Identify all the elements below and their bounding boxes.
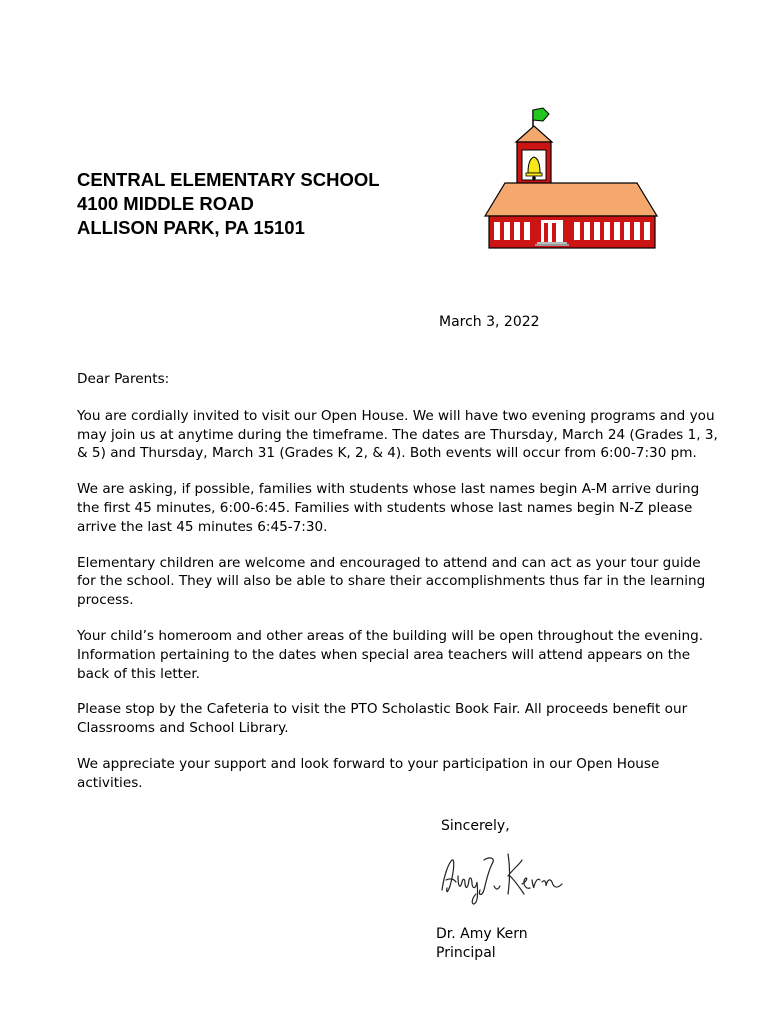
paragraph-open-house-invite: You are cordially invited to visit our Open House. We will have two evening programs and you may join us at anytime during the timeframe. The dates are Thursday, March 24 (Grades 1, 3, & 5) and Thursday, March 31 (Grades K, 2, & 4). Both events will occur from 6:00-7:30 pm.: [77, 407, 718, 462]
letter-date: March 3, 2022: [439, 314, 540, 330]
paragraph-appreciation: We appreciate your support and look forward to your participation in our Open House activities.: [77, 755, 660, 791]
school-address-line2: ALLISON PARK, PA 15101: [77, 217, 305, 238]
signer-block: [436, 925, 528, 963]
school-address-line1: 4100 MIDDLE ROAD: [77, 193, 254, 214]
paragraph-arrival-times: We are asking, if possible, families with students whose last names begin A-M arrive during the first 45 minutes, 6:00-6:45. Families with students whose last names begin N-Z please arrive the last 45 minutes 6:45-7:30.: [77, 481, 700, 535]
paragraph-book-fair: Please stop by the Cafeteria to visit the PTO Scholastic Book Fair. All proceeds benefit our Classrooms and School Library.: [77, 701, 688, 737]
school-letterhead: [77, 168, 380, 240]
salutation: Dear Parents:: [77, 371, 170, 387]
flag-icon: [533, 108, 549, 128]
signer-name: Dr. Amy Kern: [436, 926, 528, 942]
school-name: CENTRAL ELEMENTARY SCHOOL: [77, 169, 380, 190]
paragraph-homeroom-info: Your child’s homeroom and other areas of the building will be open throughout the evening. Information pertaining to the dates when special area teachers will attend appears on the back of this letter.: [77, 627, 704, 682]
paragraph-children-welcome: Elementary children are welcome and encouraged to attend and can act as your tour guide for the school. They will also be able to share their accomplishments thus far in the learning process.: [77, 554, 706, 609]
schoolhouse-icon: [483, 106, 659, 252]
letter-body: [77, 370, 721, 810]
closing: Sincerely,: [441, 818, 510, 834]
handwritten-signature: [438, 846, 578, 906]
signer-title: Principal: [436, 945, 496, 961]
